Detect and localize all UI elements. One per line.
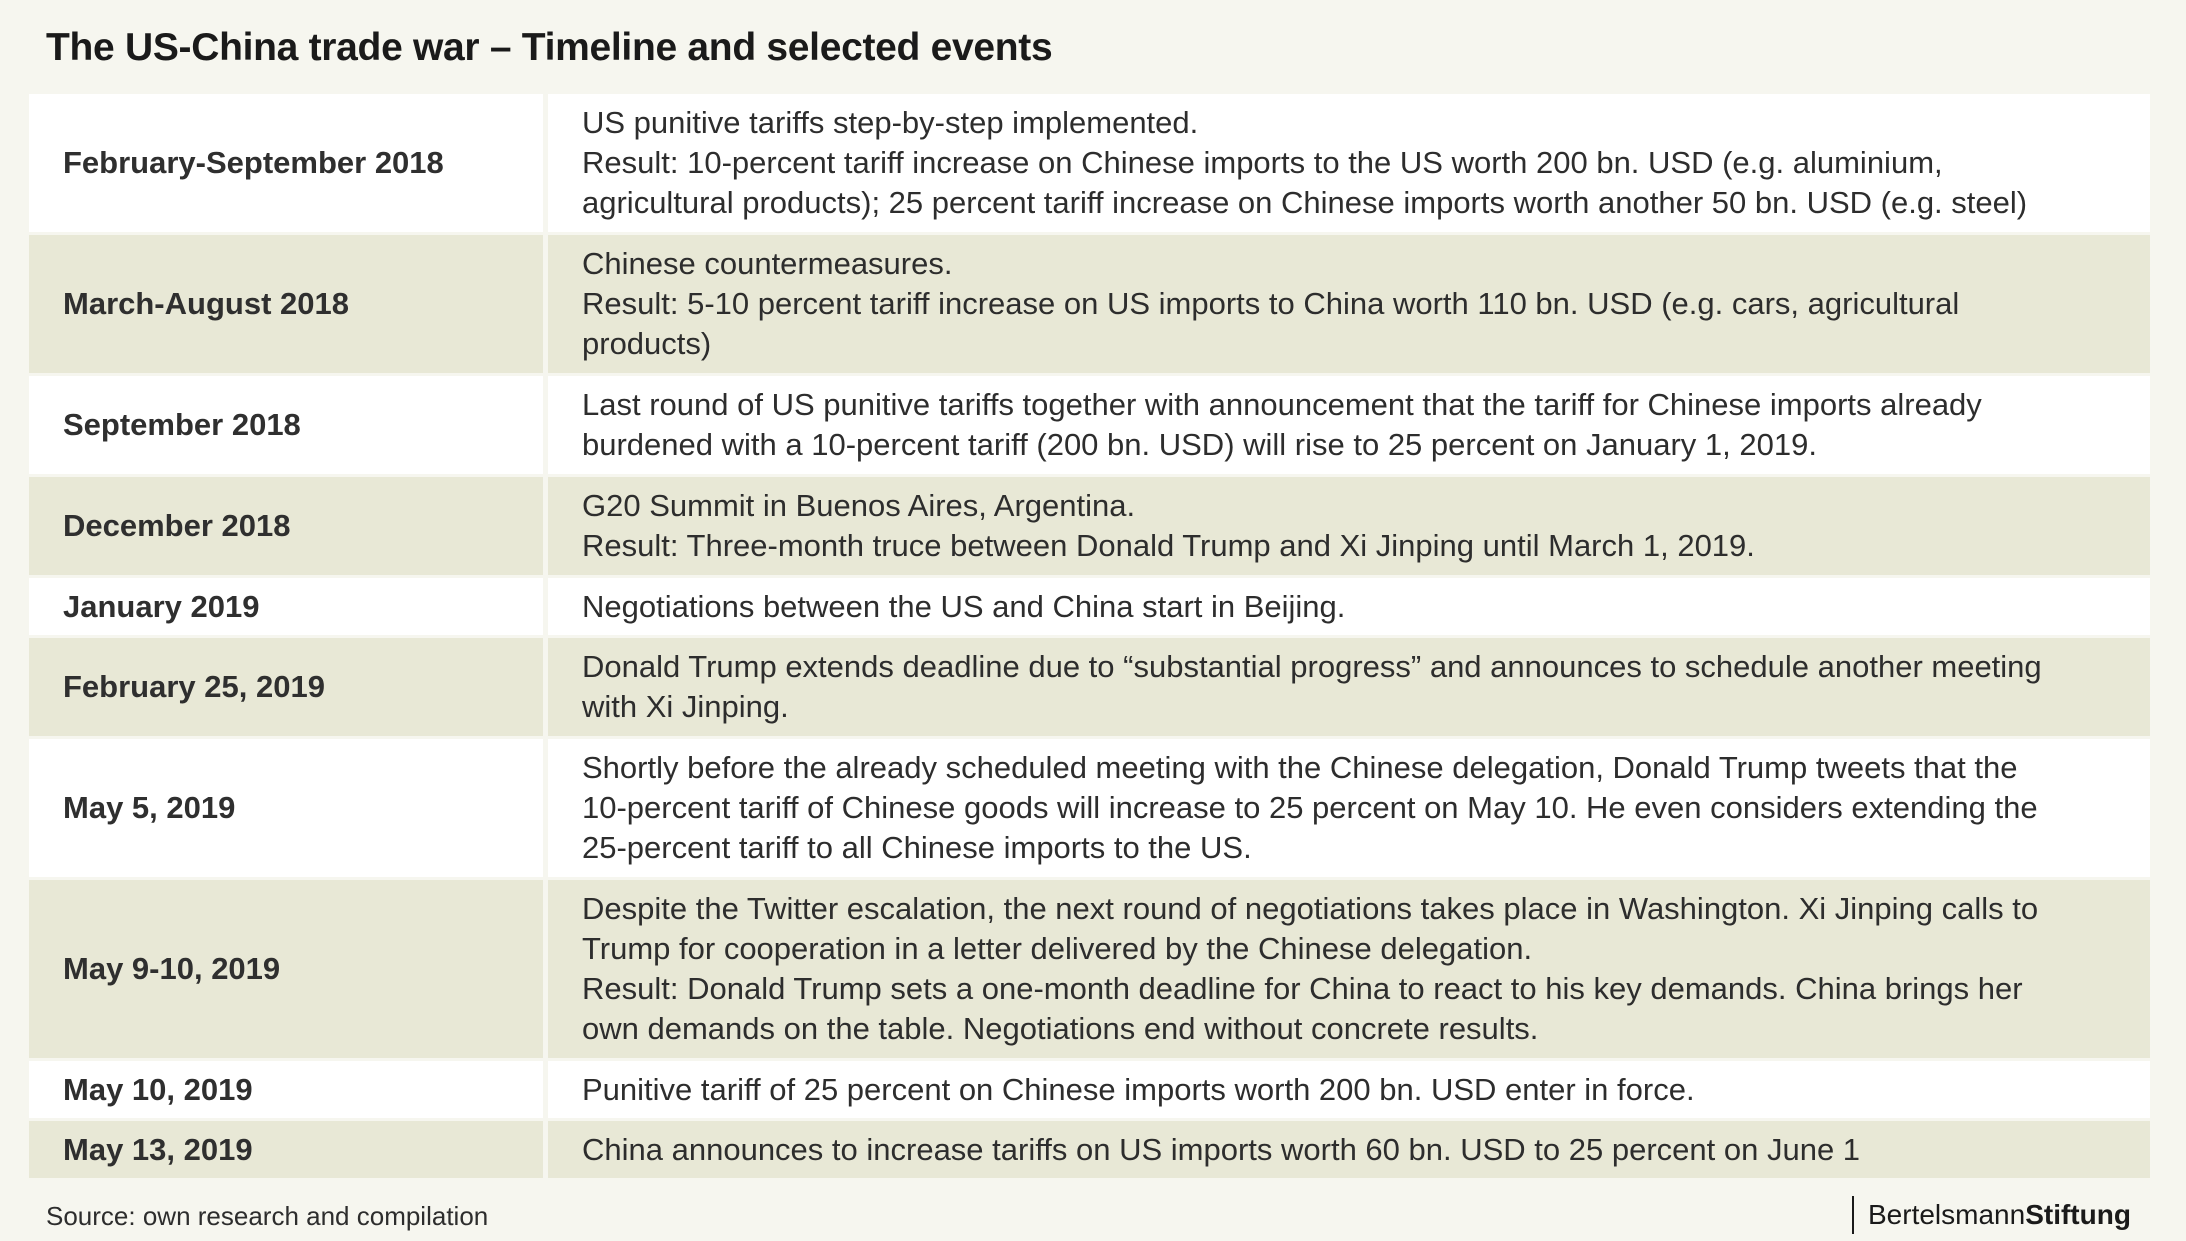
- description-line: Chinese countermeasures.: [582, 246, 953, 281]
- description-line: burdened with a 10-percent tariff (200 bn. USD) will rise to 25 percent on January 1, 2019.: [582, 427, 1817, 462]
- table-row: [29, 638, 2150, 739]
- source-note: Source: own research and compilation: [46, 1201, 489, 1231]
- description-line: Last round of US punitive tariffs together with announcement that the tariff for Chinese imports already: [582, 387, 1982, 422]
- description-line: products): [582, 326, 712, 361]
- event-date: February-September 2018: [29, 94, 543, 232]
- description-line: Negotiations between the US and China start in Beijing.: [582, 588, 1346, 624]
- event-date: December 2018: [29, 477, 543, 575]
- table-row: [29, 235, 2150, 376]
- timeline-table: [29, 94, 2150, 1181]
- description-line: China announces to increase tariffs on US imports worth 60 bn. USD to 25 percent on June 1: [582, 1131, 1861, 1167]
- page-title: The US-China trade war – Timeline and selected events: [46, 26, 1053, 69]
- event-date: January 2019: [29, 578, 543, 635]
- table-row: [29, 376, 2150, 477]
- event-date: September 2018: [29, 376, 543, 474]
- description-line: US punitive tariffs step-by-step implemented.: [582, 105, 1199, 140]
- event-description: [548, 1121, 2150, 1178]
- event-description: [548, 376, 2150, 474]
- description-line: 25-percent tariff to all Chinese imports to the US.: [582, 830, 1252, 865]
- table-row: [29, 1121, 2150, 1181]
- description-line: with Xi Jinping.: [582, 689, 789, 724]
- event-description: [548, 578, 2150, 635]
- description-line: Result: Donald Trump sets a one-month deadline for China to react to his key demands. China brings her: [582, 971, 2023, 1006]
- description-line: own demands on the table. Negotiations end without concrete results.: [582, 1011, 1539, 1046]
- table-row: [29, 578, 2150, 638]
- event-description: [548, 235, 2150, 373]
- table-row: [29, 1061, 2150, 1121]
- event-date: May 9-10, 2019: [29, 880, 543, 1058]
- description-line: 10-percent tariff of Chinese goods will increase to 25 percent on May 10. He even considers extending the: [582, 790, 2038, 825]
- description-line: Result: 10-percent tariff increase on Chinese imports to the US worth 200 bn. USD (e.g. aluminium,: [582, 145, 1943, 180]
- description-line: Shortly before the already scheduled meeting with the Chinese delegation, Donald Trump tweets that the: [582, 750, 2018, 785]
- description-line: Donald Trump extends deadline due to “substantial progress” and announces to schedule another meeting: [582, 649, 2042, 684]
- event-date: May 5, 2019: [29, 739, 543, 877]
- event-description: [548, 477, 2150, 575]
- event-description: [548, 739, 2150, 877]
- event-date: February 25, 2019: [29, 638, 543, 736]
- event-description: [548, 94, 2150, 232]
- brand-logo: [1852, 1196, 2131, 1234]
- table-row: [29, 477, 2150, 578]
- event-description: [548, 638, 2150, 736]
- table-row: [29, 739, 2150, 880]
- brand-name-part1: Bertelsmann: [1868, 1199, 2026, 1230]
- description-line: Result: 5-10 percent tariff increase on US imports to China worth 110 bn. USD (e.g. cars, agricultural: [582, 286, 1960, 321]
- description-line: Despite the Twitter escalation, the next round of negotiations takes place in Washington. Xi Jinping calls to: [582, 891, 2039, 926]
- description-line: Trump for cooperation in a letter delivered by the Chinese delegation.: [582, 931, 1533, 966]
- description-line: Result: Three-month truce between Donald Trump and Xi Jinping until March 1, 2019.: [582, 528, 1755, 563]
- event-date: May 10, 2019: [29, 1061, 543, 1118]
- description-line: Punitive tariff of 25 percent on Chinese imports worth 200 bn. USD enter in force.: [582, 1071, 1695, 1107]
- description-line: G20 Summit in Buenos Aires, Argentina.: [582, 488, 1136, 523]
- description-line: agricultural products); 25 percent tariff increase on Chinese imports worth another 50 bn. USD (e.g. steel): [582, 185, 2028, 220]
- event-description: [548, 1061, 2150, 1118]
- event-description: [548, 880, 2150, 1058]
- brand-name-part2: Stiftung: [2025, 1199, 2131, 1230]
- table-row: [29, 880, 2150, 1061]
- event-date: March-August 2018: [29, 235, 543, 373]
- table-row: [29, 94, 2150, 235]
- event-date: May 13, 2019: [29, 1121, 543, 1178]
